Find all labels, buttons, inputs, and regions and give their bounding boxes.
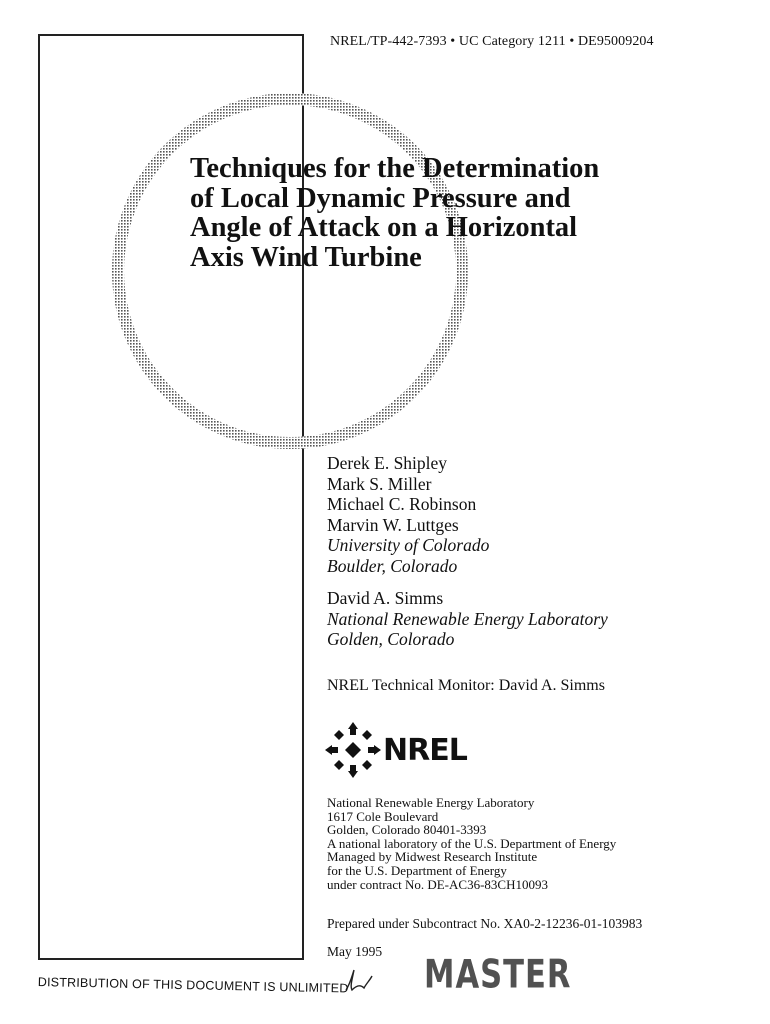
author-location: Golden, Colorado xyxy=(327,629,455,649)
publication-date: May 1995 xyxy=(327,944,383,959)
title-line: Axis Wind Turbine xyxy=(190,241,422,273)
frame-left-line xyxy=(38,34,40,960)
author-name: David A. Simms xyxy=(327,588,444,608)
nrel-logo-text: NREL xyxy=(383,733,467,768)
title-line: Techniques for the Determination xyxy=(190,153,600,184)
subcontract-note: Prepared under Subcontract No. XA0-2-12236-01-103983 xyxy=(327,916,643,931)
address-line: Managed by Midwest Research Institute xyxy=(327,849,538,865)
author-name: Michael C. Robinson xyxy=(327,494,477,514)
author-affiliation: National Renewable Energy Laboratory xyxy=(327,608,608,629)
author-name: Derek E. Shipley xyxy=(327,453,448,473)
author-name: Marvin W. Luttges xyxy=(327,514,459,535)
author-affiliation: University of Colorado xyxy=(327,535,490,555)
address-line: for the U.S. Department of Energy xyxy=(327,862,507,878)
address-line: under contract No. DE-AC36-83CH10093 xyxy=(327,876,548,892)
frame-bottom-line xyxy=(38,958,304,960)
decorative-circle xyxy=(100,88,480,458)
author-location: Boulder, Colorado xyxy=(327,555,458,576)
master-stamp: MASTER xyxy=(424,952,572,998)
laboratory-address xyxy=(327,796,616,891)
address-line: Golden, Colorado 80401-3393 xyxy=(327,822,487,838)
report-number: NREL/TP-442-7393 • UC Category 1211 • DE95009204 xyxy=(330,34,654,49)
address-line: National Renewable Energy Laboratory xyxy=(327,795,535,810)
author-group-nrel xyxy=(327,588,608,650)
frame-top-line xyxy=(38,34,303,36)
address-line: 1617 Cole Boulevard xyxy=(327,808,439,824)
title-line: of Local Dynamic Pressure and xyxy=(190,182,571,214)
address-line: A national laboratory of the U.S. Department of Energy xyxy=(327,835,617,851)
author-name: Mark S. Miller xyxy=(327,473,432,494)
distribution-statement: DISTRIBUTION OF THIS DOCUMENT IS UNLIMITED xyxy=(37,975,349,996)
author-group-colorado xyxy=(327,453,489,576)
title-line: Angle of Attack on a Horizontal xyxy=(190,212,578,243)
document-title xyxy=(190,154,599,272)
nrel-logo xyxy=(325,720,465,787)
technical-monitor: NREL Technical Monitor: David A. Simms xyxy=(327,677,605,694)
